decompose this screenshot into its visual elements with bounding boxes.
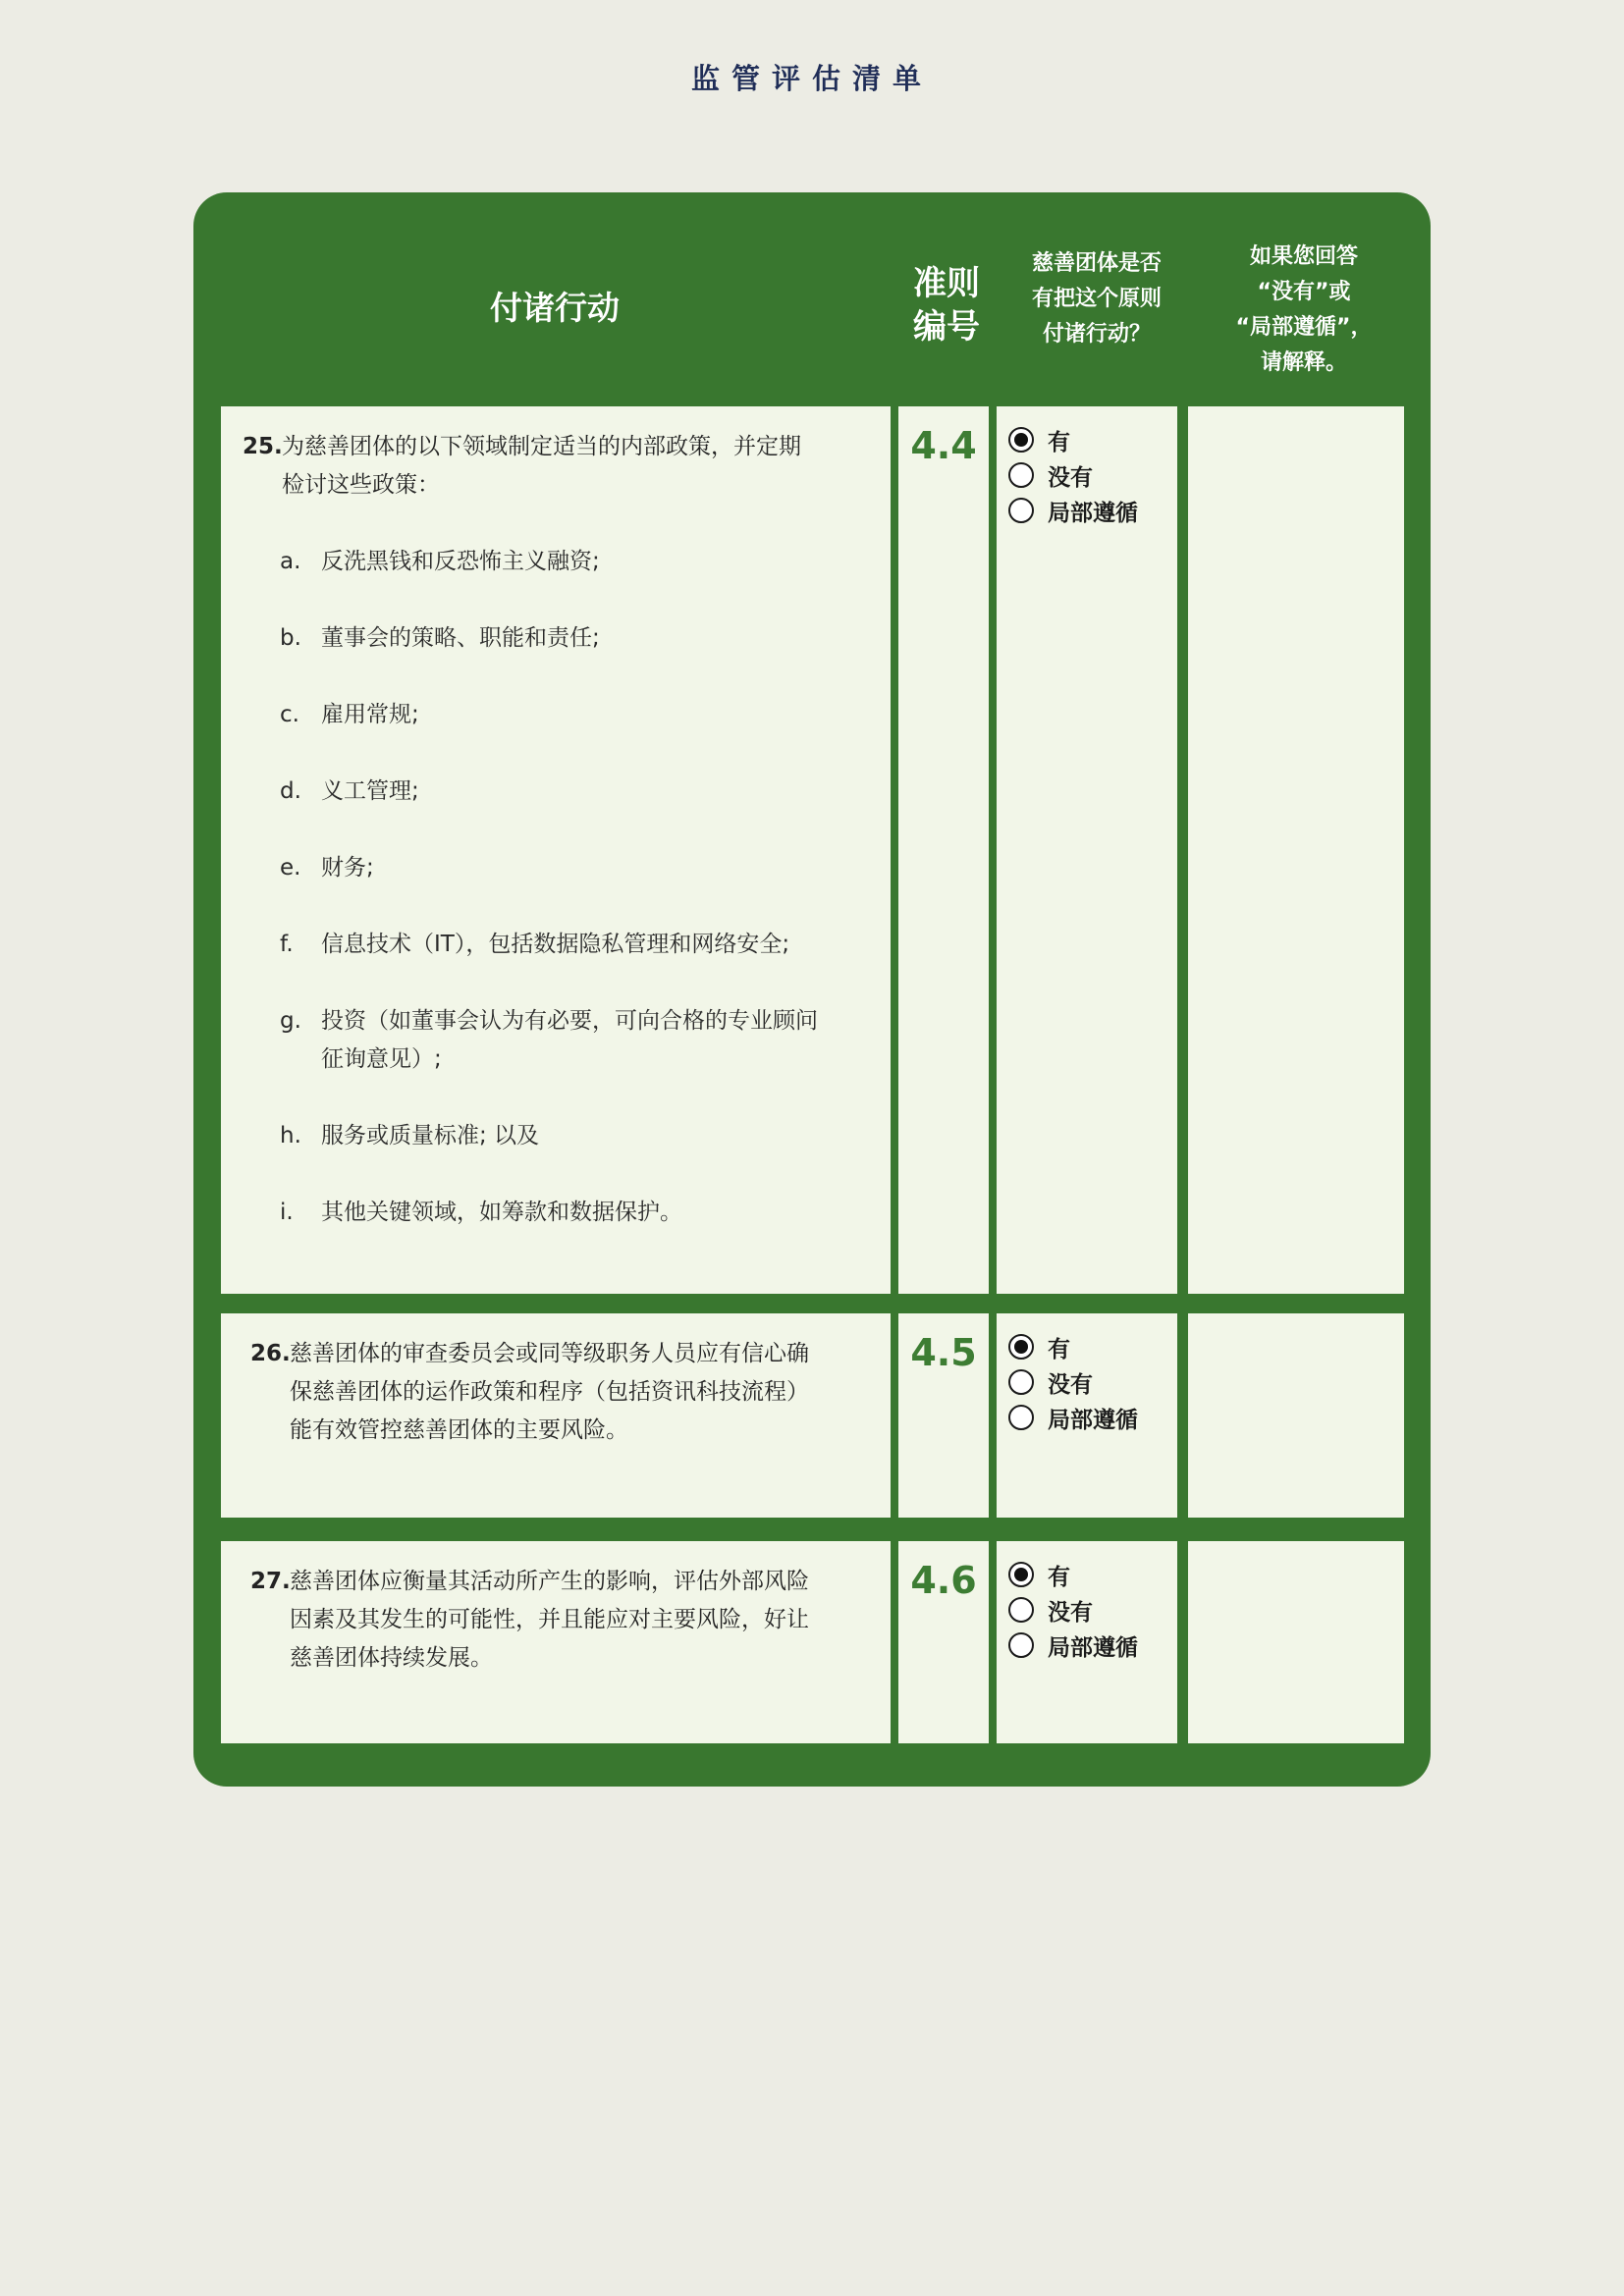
- header-answer-line: 慈善团体是否: [1031, 251, 1162, 276]
- radio-group: [1008, 422, 1138, 528]
- header-explain: [1195, 241, 1413, 379]
- list-item: [243, 1194, 869, 1232]
- header-explain-line: “没有”或: [1257, 280, 1351, 304]
- header-explain-line: “局部遵循”，: [1235, 315, 1373, 340]
- statement-line: [250, 1563, 869, 1601]
- statement-line: 能有效管控慈善团体的主要风险。: [290, 1417, 628, 1443]
- item-number: 26.: [250, 1341, 291, 1366]
- radio-label: 有: [1048, 429, 1070, 455]
- radio-group: [1008, 1329, 1138, 1435]
- radio-option-no[interactable]: [1008, 1364, 1138, 1400]
- statement-text: 慈善团体应衡量其活动所产生的影响，评估外部风险: [290, 1569, 809, 1594]
- item-number: 25.: [243, 434, 283, 459]
- radio-option-no[interactable]: [1008, 457, 1138, 493]
- code-cell-27: [898, 1541, 989, 1743]
- radio-option-partial[interactable]: [1008, 493, 1138, 528]
- statement-text: 慈善团体的审查委员会或同等级职务人员应有信心确: [290, 1341, 809, 1366]
- radio-selected-icon[interactable]: [1008, 427, 1034, 453]
- item-text: 投资（如董事会认为有必要，可向合格的专业顾问: [321, 1008, 818, 1034]
- header-code-line: 准则: [913, 264, 980, 303]
- header-explain-line: 如果您回答: [1249, 244, 1358, 269]
- code-cell-25: [898, 406, 989, 1294]
- page-title: 监管评估清单: [690, 62, 933, 95]
- item-letter: g.: [280, 1008, 301, 1034]
- header-action: 付诸行动: [490, 288, 620, 327]
- answer-cell-26: [997, 1313, 1177, 1518]
- radio-option-no[interactable]: [1008, 1592, 1138, 1628]
- radio-option-yes[interactable]: [1008, 422, 1138, 457]
- list-item: [243, 619, 869, 658]
- sub-item-list: [243, 543, 869, 1232]
- radio-empty-icon[interactable]: [1008, 462, 1034, 488]
- item-text: 义工管理;: [321, 778, 419, 804]
- item-letter: b.: [280, 625, 301, 651]
- list-item: [243, 926, 869, 964]
- radio-option-partial[interactable]: [1008, 1628, 1138, 1663]
- item-letter: i.: [280, 1200, 294, 1225]
- radio-empty-icon[interactable]: [1008, 1405, 1034, 1430]
- explanation-field-25[interactable]: [1188, 406, 1404, 1294]
- header-answer: [999, 245, 1195, 353]
- list-item: [243, 773, 869, 811]
- header-code-line: 编号: [913, 307, 980, 347]
- radio-selected-icon[interactable]: [1008, 1334, 1034, 1360]
- radio-label: 没有: [1048, 1599, 1093, 1626]
- item-text: 信息技术（IT），包括数据隐私管理和网络安全;: [321, 932, 790, 957]
- header-answer-line: 付诸行动？: [1042, 322, 1151, 347]
- radio-label: 有: [1048, 1336, 1070, 1362]
- list-item: [243, 543, 869, 581]
- radio-label: 没有: [1048, 464, 1093, 491]
- list-item: [243, 696, 869, 734]
- radio-label: 局部遵循: [1048, 1634, 1138, 1661]
- radio-label: 局部遵循: [1048, 1407, 1138, 1433]
- radio-empty-icon[interactable]: [1008, 1632, 1034, 1658]
- explanation-field-27[interactable]: [1188, 1541, 1404, 1743]
- radio-option-partial[interactable]: [1008, 1400, 1138, 1435]
- item-letter: d.: [280, 778, 301, 804]
- action-cell-25: [221, 406, 891, 1294]
- answer-cell-27: [997, 1541, 1177, 1743]
- radio-empty-icon[interactable]: [1008, 1369, 1034, 1395]
- item-text: 服务或质量标准; 以及: [321, 1123, 540, 1148]
- statement-line: 慈善团体持续发展。: [290, 1645, 493, 1671]
- radio-empty-icon[interactable]: [1008, 498, 1034, 523]
- item-text: 征询意见）;: [321, 1046, 442, 1072]
- item-letter: h.: [280, 1123, 301, 1148]
- code-cell-26: [898, 1313, 989, 1518]
- item-letter: a.: [280, 549, 301, 574]
- statement-line: 检讨这些政策：: [282, 472, 440, 498]
- header-explain-line: 请解释。: [1260, 350, 1347, 375]
- item-number: 27.: [250, 1569, 291, 1594]
- principle-code: 4.5: [910, 1331, 977, 1374]
- radio-empty-icon[interactable]: [1008, 1597, 1034, 1623]
- item-text: 财务;: [321, 855, 374, 881]
- statement-line: 因素及其发生的可能性，并且能应对主要风险，好让: [290, 1607, 809, 1632]
- list-item: [243, 1002, 869, 1079]
- item-letter: f.: [280, 932, 294, 957]
- radio-option-yes[interactable]: [1008, 1557, 1138, 1592]
- principle-code: 4.4: [910, 424, 977, 467]
- radio-label: 有: [1048, 1564, 1070, 1590]
- action-cell-26: [221, 1313, 891, 1518]
- header-answer-line: 有把这个原则: [1031, 287, 1162, 311]
- statement-text: 为慈善团体的以下领域制定适当的内部政策，并定期: [282, 434, 801, 459]
- header-code: [899, 251, 994, 359]
- item-text: 反洗黑钱和反恐怖主义融资;: [321, 549, 600, 574]
- statement-line: 保慈善团体的运作政策和程序（包括资讯科技流程）: [290, 1379, 809, 1405]
- item-letter: c.: [280, 702, 299, 727]
- checklist-panel: [193, 192, 1431, 1787]
- radio-label: 没有: [1048, 1371, 1093, 1398]
- radio-group: [1008, 1557, 1138, 1663]
- item-text: 董事会的策略、职能和责任;: [321, 625, 600, 651]
- statement-line: [243, 428, 869, 466]
- explanation-field-26[interactable]: [1188, 1313, 1404, 1518]
- radio-selected-icon[interactable]: [1008, 1562, 1034, 1587]
- statement-line: [250, 1335, 869, 1373]
- radio-label: 局部遵循: [1048, 500, 1138, 526]
- list-item: [243, 1117, 869, 1155]
- item-letter: e.: [280, 855, 301, 881]
- item-text: 其他关键领域，如筹款和数据保护。: [321, 1200, 682, 1225]
- answer-cell-25: [997, 406, 1177, 1294]
- action-cell-27: [221, 1541, 891, 1743]
- item-text: 雇用常规;: [321, 702, 419, 727]
- principle-code: 4.6: [910, 1559, 977, 1602]
- radio-option-yes[interactable]: [1008, 1329, 1138, 1364]
- list-item: [243, 849, 869, 887]
